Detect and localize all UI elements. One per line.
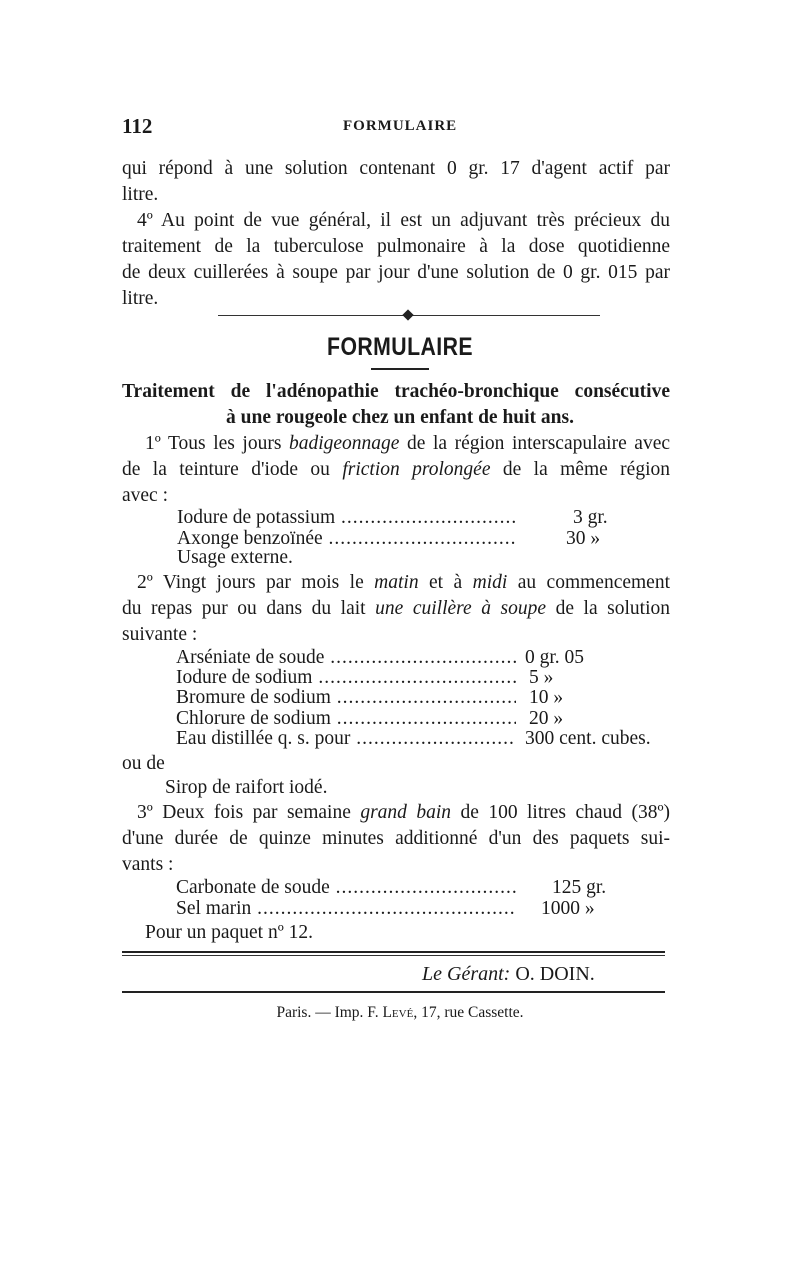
footer-rule xyxy=(122,951,665,953)
ingredient-quantity: 20 » xyxy=(529,708,564,729)
diamond-ornament-icon xyxy=(402,309,413,320)
step-2-line: 2º Vingt jours par mois le matin et à midi au commencement xyxy=(137,572,670,593)
ingredient-quantity: 3 gr. xyxy=(573,507,608,528)
intro-line: litre. xyxy=(122,184,159,205)
title-underline xyxy=(371,368,429,370)
intro-line: qui répond à une solution contenant 0 gr. 17 d'agent actif par xyxy=(122,158,670,179)
step-1-line: de la teinture d'iode ou friction prolongée de la même région xyxy=(122,459,670,480)
step-1-line: 1º Tous les jours badigeonnage de la région interscapulaire avec xyxy=(145,433,671,454)
running-title: FORMULAIRE xyxy=(343,118,458,134)
step-3-line: vants : xyxy=(122,854,174,875)
ingredient-quantity: 10 » xyxy=(529,687,564,708)
ingredient-name: Iodure de potassium ..... xyxy=(177,507,517,529)
ingredient-quantity: 30 » xyxy=(566,528,601,549)
alternative-label: ou de xyxy=(122,753,165,774)
ingredient-name: Chlorure de sodium ..... xyxy=(176,708,516,730)
ingredient-quantity: 300 cent. cubes. xyxy=(525,728,651,749)
ingredient-name: Carbonate de soude ..... xyxy=(176,877,516,899)
footer-rule xyxy=(122,991,665,993)
step-2-line: du repas pur ou dans du lait une cuillère à soupe de la solution xyxy=(122,598,670,619)
ingredient-quantity: 1000 » xyxy=(541,898,595,919)
step-3-line: 3º Deux fois par semaine grand bain de 100 litres chaud (38º) xyxy=(137,802,670,823)
paragraph-4-line: litre. xyxy=(122,288,159,309)
step-3-line: d'une durée de quinze minutes additionné d'un des paquets sui- xyxy=(122,828,670,849)
usage-note: Usage externe. xyxy=(177,547,293,568)
section-title: FORMULAIRE xyxy=(327,333,473,361)
paragraph-4-line: 4º Au point de vue général, il est un adjuvant très précieux du xyxy=(137,210,670,231)
paragraph-4-line: de deux cuillerées à soupe par jour d'une solution de 0 gr. 015 par xyxy=(122,262,670,283)
section-subtitle-line: à une rougeole chez un enfant de huit ans. xyxy=(226,407,574,428)
ingredient-name: Sel marin ..... xyxy=(176,898,516,920)
gerant-signature: Le Gérant: O. DOIN. xyxy=(422,963,595,985)
ingredient-name: Axonge benzoïnée ..... xyxy=(177,528,517,550)
ingredient-quantity: 0 gr. 05 xyxy=(525,647,585,668)
paragraph-4-line: traitement de la tuberculose pulmonaire à la dose quotidienne xyxy=(122,236,670,257)
ingredient-quantity: 125 gr. xyxy=(552,877,607,898)
section-separator xyxy=(218,306,600,326)
ingredient-name: Eau distillée q. s. pour ..... xyxy=(176,728,516,750)
ingredient-name: Arséniate de soude ..... xyxy=(176,647,516,669)
step-1-line: avec : xyxy=(122,485,169,506)
step-2-line: suivante : xyxy=(122,624,198,645)
ingredient-name: Iodure de sodium ..... xyxy=(176,667,516,689)
syrup-line: Sirop de raifort iodé. xyxy=(165,777,328,798)
footer-rule xyxy=(122,955,665,956)
ingredient-name: Bromure de sodium ..... xyxy=(176,687,516,709)
ingredient-quantity: 5 » xyxy=(529,667,554,688)
packet-count: Pour un paquet nº 12. xyxy=(145,922,313,943)
page-number: 112 xyxy=(122,114,153,138)
section-subtitle-line: Traitement de l'adénopathie trachéo-bronchique consécutive xyxy=(122,381,670,402)
printer-imprint: Paris. — Imp. F. Levé, 17, rue Cassette. xyxy=(276,1004,524,1021)
